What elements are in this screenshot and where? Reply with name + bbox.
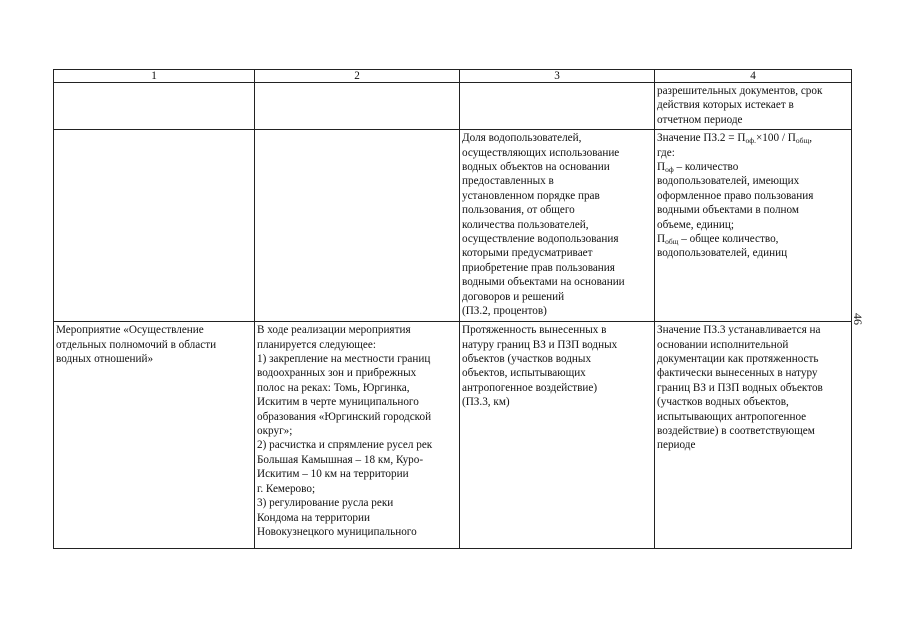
text-line: антропогенное воздействие) — [462, 381, 598, 394]
text-line: осуществление водопользования — [462, 233, 619, 246]
text-line: объектов, испытывающих — [462, 367, 586, 380]
text-line: Большая Камышная – 18 км, Куро- — [257, 453, 424, 466]
cell-r3-c3 — [460, 322, 655, 549]
text-line: испытывающих антропогенное — [657, 410, 807, 423]
text-line: (ПЗ.2, процентов) — [462, 305, 547, 318]
text-line: 1) закрепление на местности границ — [257, 353, 431, 366]
table-row — [54, 322, 852, 549]
text-line: объектов (участков водных — [462, 353, 592, 366]
pof-sub: оф — [665, 165, 674, 175]
formula-sub-obsh: общ — [795, 136, 810, 146]
text-line: предоставленных в — [462, 175, 554, 188]
cell-r3-c4 — [655, 322, 852, 549]
text-line: водных объектов на основании — [462, 161, 610, 174]
header-cell-4: 4 — [655, 70, 852, 83]
text-line: основании исполнительной — [657, 338, 789, 351]
cell-r2-c3 — [460, 130, 655, 322]
text-line: Новокузнецкого муниципального — [257, 525, 417, 538]
text-line: натуру границ ВЗ и ПЗП водных — [462, 338, 618, 351]
text-line: водных отношений» — [56, 353, 154, 366]
text-line: договоров и решений — [462, 290, 565, 303]
header-row — [54, 70, 852, 83]
pof-letter: П — [657, 161, 666, 174]
cell-r1-c1 — [54, 83, 255, 130]
text-line: установленном порядке прав — [462, 189, 600, 202]
cell-r1-c4 — [655, 83, 852, 130]
text-line: документации как протяженность — [657, 353, 819, 366]
text-line: Протяженность вынесенных в — [462, 324, 607, 337]
text-line: полос на реках: Томь, Юргинка, — [257, 381, 410, 394]
cell-r1-c3 — [460, 83, 655, 130]
text-line: планируется следующее: — [257, 338, 376, 351]
text-line: образования «Юргинский городской — [257, 410, 432, 423]
formula-line — [657, 131, 849, 145]
formula-mid: ×100 / П — [756, 132, 796, 145]
formula-prefix: Значение ПЗ.2 = П — [657, 132, 746, 145]
cell-r1-c2 — [255, 83, 460, 130]
text-line: Искитим – 10 км на территории — [257, 468, 409, 481]
pof-text: – количество — [673, 161, 739, 174]
text-line: Мероприятие «Осуществление — [56, 324, 204, 337]
text-line: фактически вынесенных в натуру — [657, 367, 818, 380]
text-line: водными объектами в полном — [657, 204, 799, 217]
text-line: (ПЗ.3, км) — [462, 396, 510, 409]
text-line: г. Кемерово; — [257, 482, 316, 495]
text-line: округ»; — [257, 425, 293, 438]
text-line: Значение ПЗ.3 устанавливается на — [657, 324, 821, 337]
pobsh-sub: общ — [665, 237, 679, 247]
text-line: отчетном периоде — [657, 113, 743, 126]
pobsh-text: – общее количество, — [678, 233, 779, 246]
text-line: 3) регулирование русла реки — [257, 497, 394, 510]
cell-r2-c1 — [54, 130, 255, 322]
text-line: Кондома на территории — [257, 511, 371, 524]
text-line: количества пользователей, — [462, 218, 589, 231]
text-line: В ходе реализации мероприятия — [257, 324, 411, 337]
text-line: оформленное право пользования — [657, 189, 814, 202]
text-line: которыми предусматривает — [462, 247, 593, 260]
formula-suffix: , — [809, 132, 813, 145]
text-line: отдельных полномочий в области — [56, 338, 217, 351]
text-line: водными объектами на основании — [462, 276, 625, 289]
table-row — [54, 83, 852, 130]
text-line: пользования, от общего — [462, 204, 575, 217]
text-line: Доля водопользователей, — [462, 132, 582, 145]
page-number: 46 — [851, 313, 865, 325]
cell-r3-c2 — [255, 322, 460, 549]
text-line: приобретение прав пользования — [462, 261, 615, 274]
text-line: границ ВЗ и ПЗП водных объектов — [657, 381, 823, 394]
text-line: (участков водных объектов, — [657, 396, 789, 409]
text-line: разрешительных документов, срок — [657, 85, 823, 97]
cell-r2-c4 — [655, 130, 852, 322]
cell-r3-c1 — [54, 322, 255, 549]
pobsh-letter: П — [657, 233, 666, 246]
text-line: объеме, единиц; — [657, 218, 734, 231]
text-line: осуществляющих использование — [462, 146, 620, 159]
pobsh-definition — [657, 232, 849, 246]
text-line: действия которых истекает в — [657, 99, 794, 112]
text-line: водопользователей, имеющих — [657, 175, 800, 188]
formula-sub-of: оф. — [745, 136, 756, 146]
text-line: водоохранных зон и прибрежных — [257, 367, 417, 380]
text-line: периоде — [657, 439, 696, 452]
text-line: воздействие) в соответствующем — [657, 425, 815, 438]
table-row — [54, 130, 852, 322]
text-line: Искитим в черте муниципального — [257, 396, 419, 409]
text-line: 2) расчистка и спрямление русел рек — [257, 439, 433, 452]
header-cell-2: 2 — [255, 70, 460, 83]
data-table — [53, 69, 852, 549]
header-cell-3: 3 — [460, 70, 655, 83]
where-label: где: — [657, 146, 675, 159]
text-line: водопользователей, единиц — [657, 247, 788, 260]
cell-r2-c2 — [255, 130, 460, 322]
pof-definition — [657, 160, 849, 174]
header-cell-1: 1 — [54, 70, 255, 83]
